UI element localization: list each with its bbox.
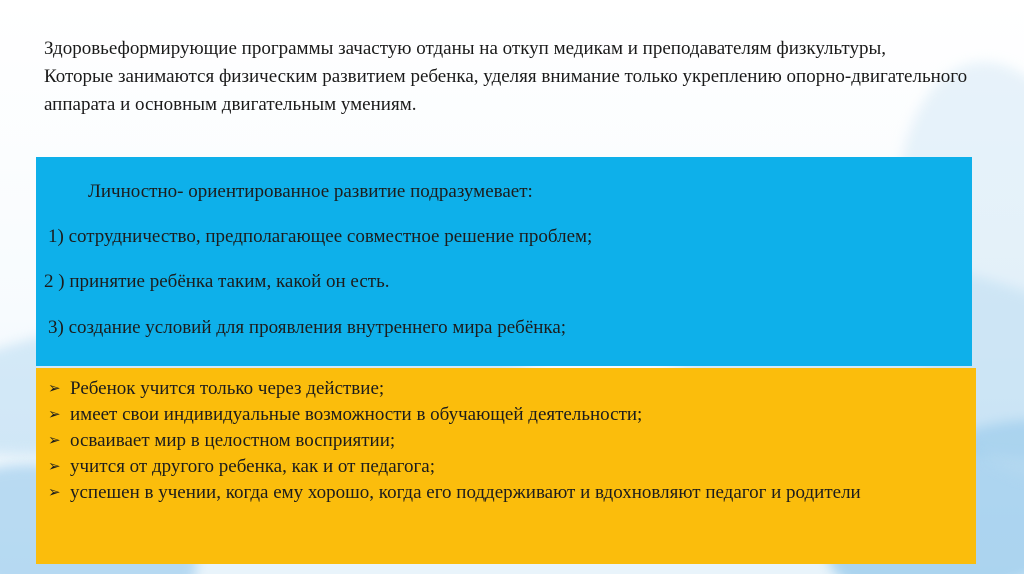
list-item-text: успешен в учении, когда ему хорошо, когда его поддерживают и вдохновляют педагог и родители (70, 482, 861, 503)
list-item: 1) сотрудничество, предполагающее совместное решение проблем; (48, 226, 593, 247)
intro-line-2: Которые занимаются физическим развитием ребенка, уделяя внимание только укреплению опорно-двигательного аппарата и основным двигательным умениям. (44, 66, 968, 115)
list-item (48, 428, 966, 454)
intro-line-1: Здоровьеформирующие программы зачастую отданы на откуп медикам и преподавателям физкультуры, (44, 38, 887, 59)
list-item: 3) создание условий для проявления внутреннего мира ребёнка; (48, 317, 567, 338)
list-item (48, 402, 966, 428)
list-item (48, 454, 966, 480)
arrow-bullet-icon: ➢ (48, 407, 61, 423)
list-item-text: Ребенок учится только через действие; (70, 378, 385, 399)
box-heading: Личностно- ориентированное развитие подразумевает: (88, 181, 533, 202)
list-item (48, 480, 966, 506)
arrow-bullet-icon: ➢ (48, 381, 61, 397)
arrow-bullet-icon: ➢ (48, 433, 61, 449)
arrow-bullet-icon: ➢ (48, 459, 61, 475)
personal-development-box (36, 157, 972, 366)
list-item: 2 ) принятие ребёнка таким, какой он есть. (44, 271, 390, 292)
traits-list (36, 368, 976, 506)
intro-text (44, 35, 974, 119)
list-item-text: учится от другого ребенка, как и от педагога; (70, 456, 435, 477)
arrow-bullet-icon: ➢ (48, 485, 61, 501)
list-item (48, 376, 966, 402)
child-traits-box (36, 368, 976, 564)
list-item-text: имеет свои индивидуальные возможности в обучающей деятельности; (70, 404, 643, 425)
list-item-text: осваивает мир в целостном восприятии; (70, 430, 396, 451)
